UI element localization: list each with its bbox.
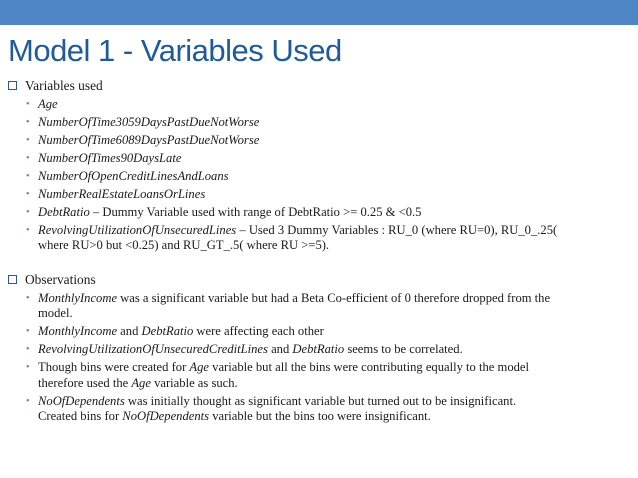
observation-item <box>8 291 558 322</box>
bullet-icon: • <box>26 98 30 110</box>
variable-description: – Dummy Variable used with range of DebtRatio >= 0.25 & <0.5 <box>89 204 422 219</box>
variables-heading: Variables used <box>25 78 103 93</box>
observations-heading-row <box>8 271 558 288</box>
bullet-icon: • <box>26 224 30 236</box>
variable-item <box>8 205 558 221</box>
bullet-icon: • <box>26 170 30 182</box>
variable-name: NumberRealEstateLoansOrLines <box>38 186 206 201</box>
variable-name: NumberOfTime3059DaysPastDueNotWorse <box>38 114 260 129</box>
observations-section <box>8 271 558 425</box>
variable-name: RevolvingUtilizationOfUnsecuredLines <box>38 222 237 237</box>
variable-name: NoOfDependents <box>122 409 210 423</box>
bullet-icon: • <box>26 188 30 200</box>
variable-name: MonthlyIncome <box>38 324 118 338</box>
variable-description: – Used 3 Dummy Variables : RU_0 (where RU=0), RU_0_.25( where RU>0 but <0.25) and RU_GT_.5( where RU >=5). <box>38 222 558 252</box>
variable-item <box>8 187 558 203</box>
bullet-icon: • <box>26 152 30 164</box>
variable-item <box>8 151 558 167</box>
observation-text: and <box>117 324 142 338</box>
slide-top-bar <box>0 0 638 25</box>
bullet-icon: • <box>26 344 30 355</box>
variable-name: RevolvingUtilizationOfUnsecuredCreditLines <box>38 342 268 356</box>
variable-item <box>8 115 558 131</box>
observation-item <box>8 394 558 425</box>
bullet-icon: • <box>26 116 30 128</box>
variable-item <box>8 223 558 254</box>
bullet-icon: • <box>26 362 30 373</box>
observation-item <box>8 360 558 391</box>
bullet-icon: • <box>26 134 30 146</box>
variable-name: MonthlyIncome <box>38 290 118 305</box>
bullet-icon: • <box>26 292 30 304</box>
variable-name: NumberOfOpenCreditLinesAndLoans <box>38 168 229 183</box>
variable-item <box>8 97 558 113</box>
square-bullet-icon <box>8 275 17 284</box>
bullet-icon: • <box>26 206 30 218</box>
observations-list <box>8 291 558 425</box>
variables-section <box>8 77 558 254</box>
square-bullet-icon <box>8 81 17 90</box>
variable-name: Age <box>38 96 58 111</box>
variable-name: NoOfDependents <box>38 393 125 408</box>
observation-text: variable but all the bins were contributing equally to the model therefore used the <box>38 360 530 390</box>
variable-name: DebtRatio <box>292 342 345 356</box>
variable-name: NumberOfTime6089DaysPastDueNotWorse <box>38 132 260 147</box>
observations-heading: Observations <box>25 272 96 287</box>
variable-name: DebtRatio <box>38 204 90 219</box>
bullet-icon: • <box>26 395 30 407</box>
observation-text: variable as such. <box>150 375 238 390</box>
observation-text: was a significant variable but had a Beta Co-efficient of 0 therefore dropped from the model. <box>38 290 551 320</box>
observation-text: Though bins were created for <box>38 360 190 374</box>
variable-name: Age <box>189 360 210 374</box>
observation-text: was initially thought as significant variable but turned out to be insignificant. Created bins for <box>38 393 517 423</box>
variable-name: Age <box>131 375 151 390</box>
variable-name: DebtRatio <box>141 324 194 338</box>
observation-text: variable but the bins too were insignificant. <box>209 409 431 423</box>
variable-name: NumberOfTimes90DaysLate <box>38 150 182 165</box>
variable-item <box>8 169 558 185</box>
observation-item <box>8 324 558 340</box>
bullet-icon: • <box>26 326 30 337</box>
variables-list <box>8 97 558 254</box>
slide-title: Model 1 - Variables Used <box>8 33 342 68</box>
variable-item <box>8 133 558 149</box>
observation-text: seems to be correlated. <box>344 342 463 356</box>
variables-heading-row <box>8 77 558 94</box>
observation-text: were affecting each other <box>193 324 324 338</box>
observation-item <box>8 342 558 358</box>
observation-text: and <box>267 342 293 356</box>
